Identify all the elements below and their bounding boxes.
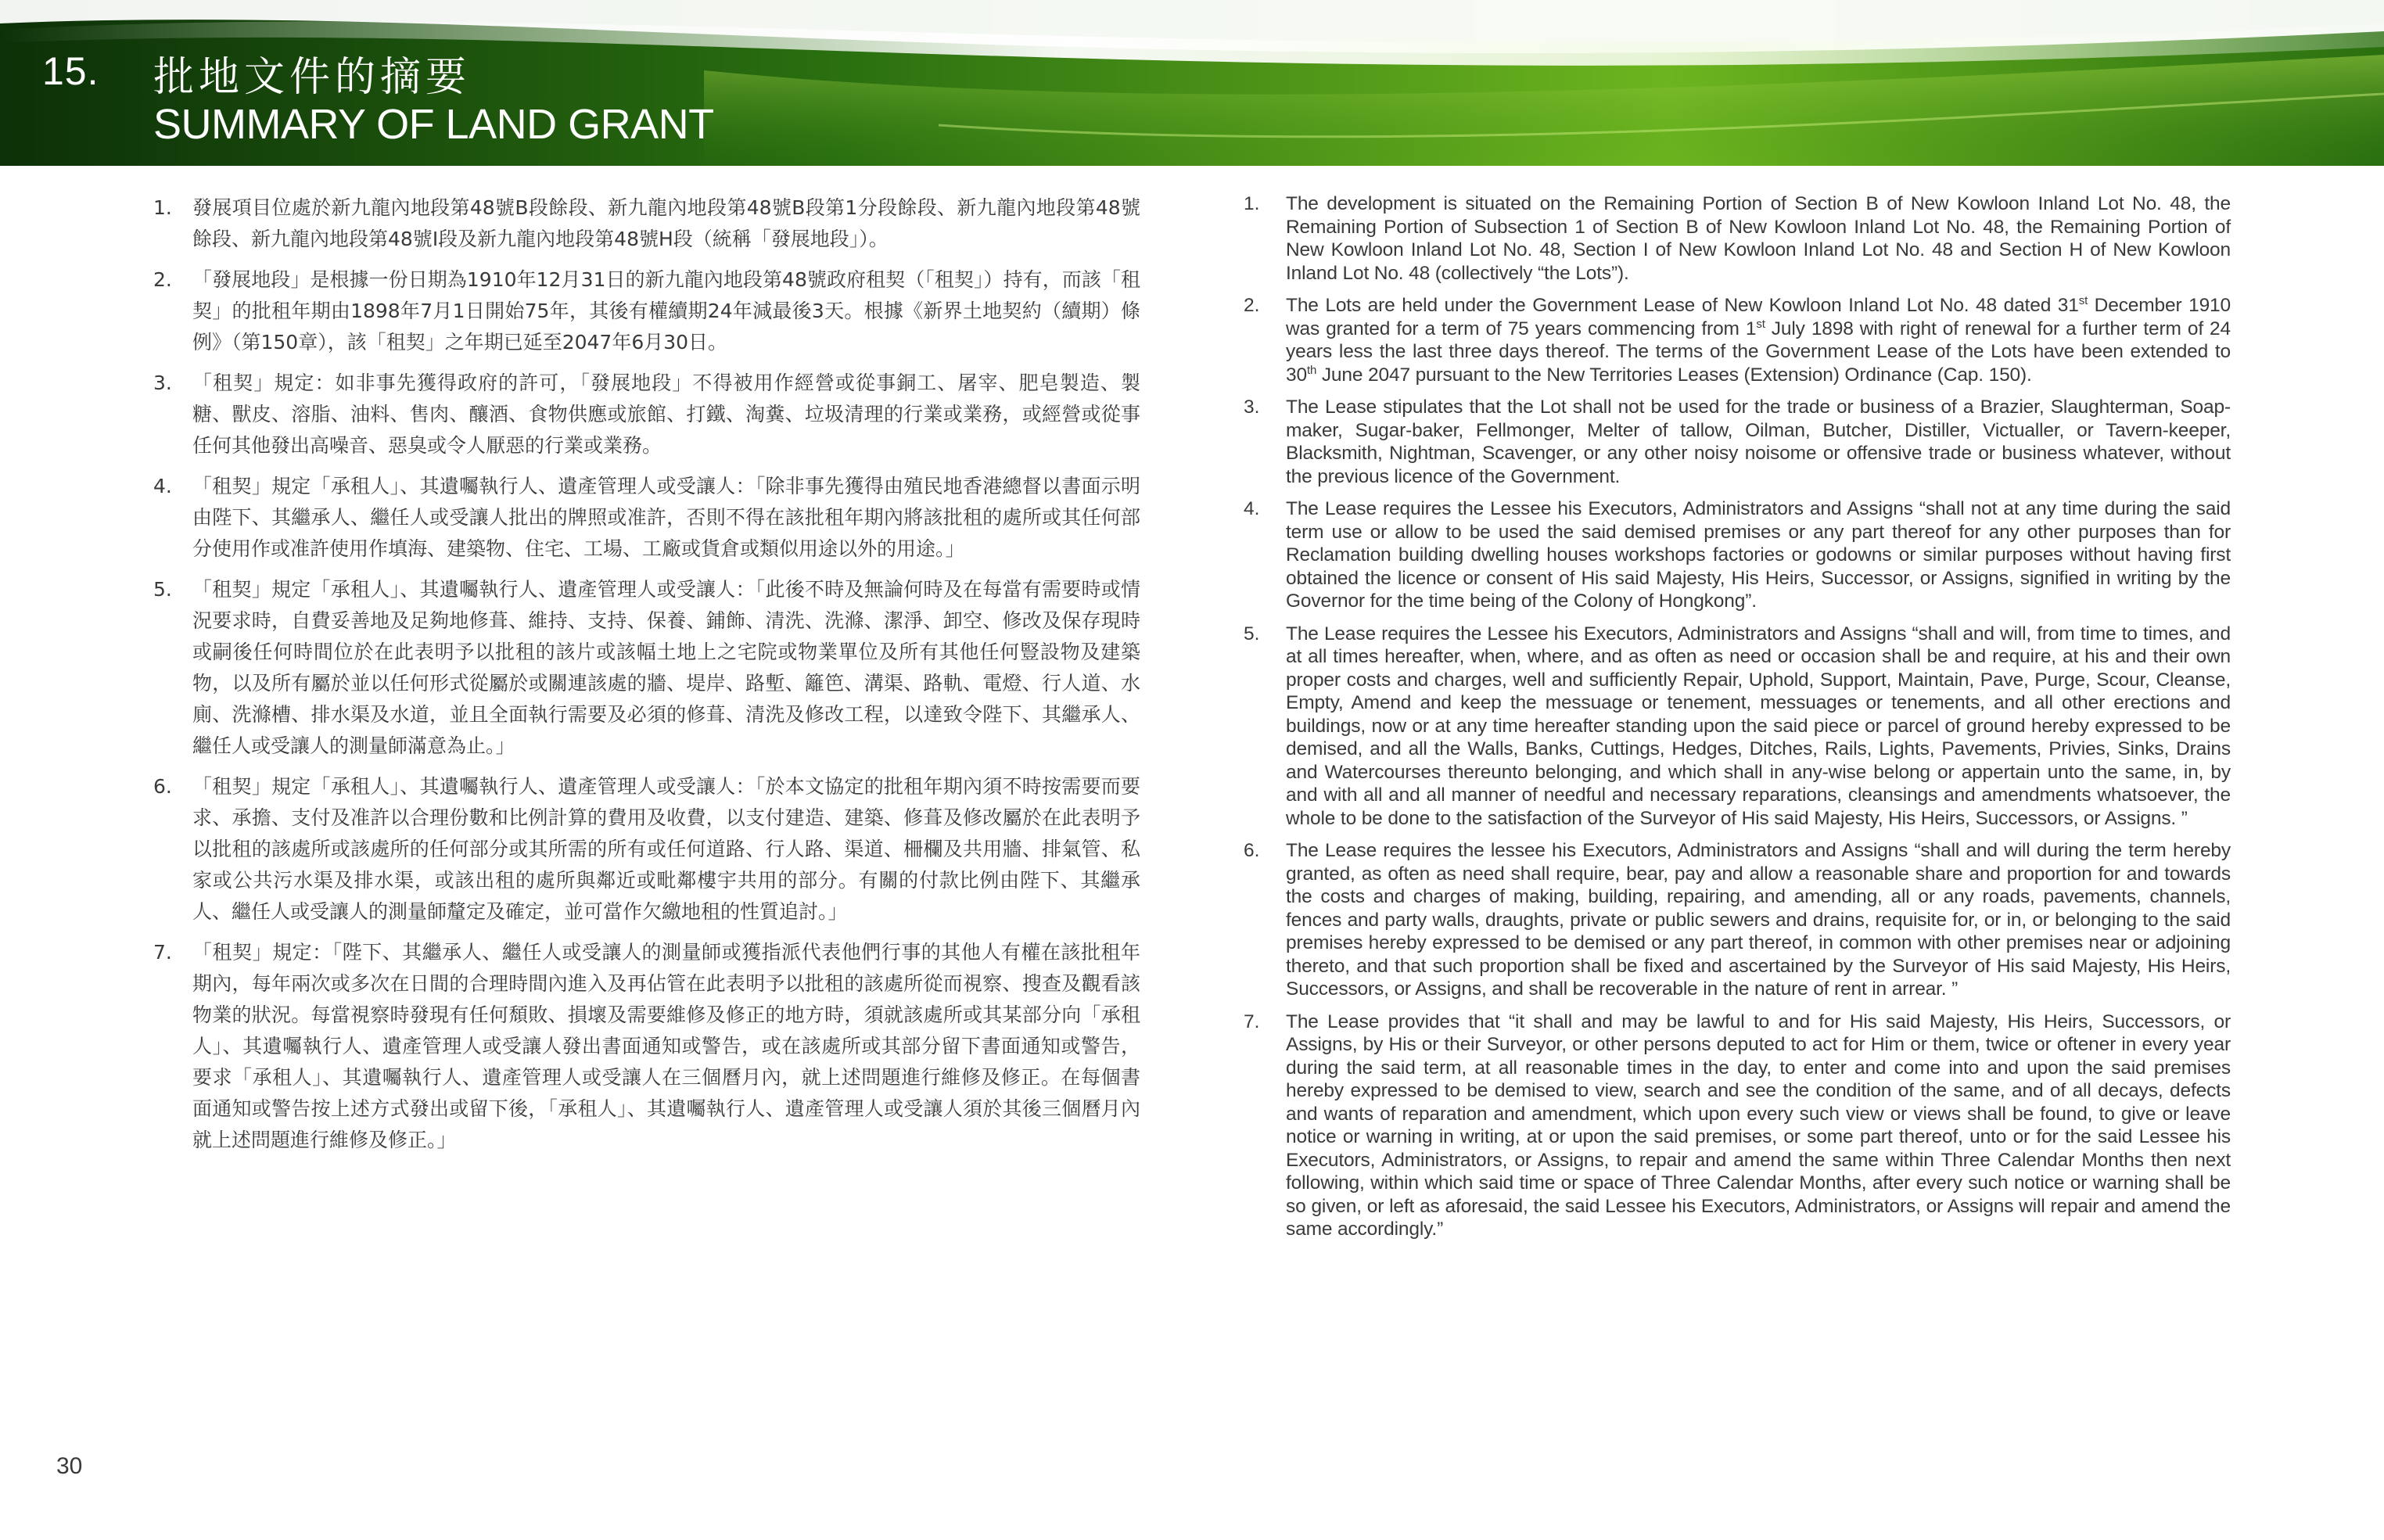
page-number: 30 <box>56 1453 83 1479</box>
zh-clause-7 <box>153 937 1140 1156</box>
ordinal-suffix: st <box>1756 317 1765 331</box>
clause-text-part: July 1898 with right of renewal for a further term of 24 years less the last three days thereof. The terms of the Government Lease of the Lots have been extended to 30 <box>1286 318 2231 386</box>
clause-text: 「租契」規定「承租人」、其遺囑執行人、遺產管理人或受讓人：「除非事先獲得由殖民地香港總督以書面示明由陛下、其繼承人、繼任人或受讓人批出的牌照或准許，否則不得在該批租年期內將該批租的處所或其任何部分使用作或准許使用作填海、建築物、住宅、工場、工廠或貨倉或類似用途以外的用途。」 <box>192 475 1140 560</box>
clause-number: 2. <box>153 268 172 291</box>
clause-text: 「租契」規定「承租人」、其遺囑執行人、遺產管理人或受讓人：「此後不時及無論何時及在每當有需要時或情況要求時，自費妥善地及足夠地修葺、維持、支持、保養、鋪飾、清洗、洗滌、潔淨、卸空、修改及保存現時或嗣後任何時間位於在此表明予以批租的該片或該幅土地上之宅院或物業單位及所有其他任何豎設物及建築物，以及所有屬於並以任何形式從屬於或關連該處的牆、堤岸、路塹、籬笆、溝渠、路軌、電燈、行人道、水廁、洗滌槽、排水渠及水道，並且全面執行需要及必須的修葺、清洗及修改工程，以達致令陛下、其繼承人、繼任人或受讓人的測量師滿意為止。」 <box>192 578 1140 757</box>
section-title-en: SUMMARY OF LAND GRANT <box>153 101 714 148</box>
clause-number: 4. <box>1244 498 1260 519</box>
en-clause-1 <box>1244 192 2231 285</box>
clause-text-part: The Lots are held under the Government Lease of New Kowloon Inland Lot No. 48 dated 31 <box>1286 295 2079 316</box>
section-number: 15. <box>42 49 99 93</box>
en-clause-5 <box>1244 623 2231 831</box>
section-title-zh: 批地文件的摘要 <box>153 54 472 101</box>
en-clause-3 <box>1244 396 2231 488</box>
clause-text: The Lease requires the Lessee his Executors, Administrators and Assigns “shall and will, from time to times, and at all times hereafter, when, where, and as often as need or occasion shall be and require, at his and their own proper costs and charges, well and sufficiently Repair, Uphold, Support, Maintain, Pave, Purge, Scour, Cleanse, Empty, Amend and keep the messuage or tenement, messuages or tenements, and all other erections and buildings, now or at any time hereafter standing upon the said piece or parcel of ground hereby expressed to be demised, and all the Walls, Banks, Cuttings, Hedges, Ditches, Rails, Lights, Pavements, Privies, Sinks, Drains and Watercourses thereunto belonging, and which shall in any-wise belong or appertain unto the same, in, by and with all and all manner of needful and necessary reparations, cleansings and amendments whatsoever, the whole to be done to the satisfaction of the Surveyor of His said Majesty, His Heirs, Successors, or Assigns. ” <box>1286 623 2231 829</box>
clause-number: 7. <box>1244 1011 1260 1032</box>
zh-clause-6 <box>153 771 1140 928</box>
clause-text: The Lease requires the Lessee his Executors, Administrators and Assigns “shall not at any time during the said term use or allow to be used the said demised premises or any part thereof for any other purposes than for Reclamation building dwelling houses workshops factories or godowns or similar purposes without having first obtained the licence or consent of His said Majesty, His Heirs, Successor, or Assigns, signified in writing by the Governor for the time being of the Colony of Hongkong”. <box>1286 498 2231 612</box>
clause-number: 1. <box>153 196 172 219</box>
clause-text: 「租契」規定：「陛下、其繼承人、繼任人或受讓人的測量師或獲指派代表他們行事的其他人有權在該批租年期內，每年兩次或多次在日間的合理時間內進入及再佔管在此表明予以批租的該處所從而視察、搜查及觀看該物業的狀況。每當視察時發現有任何頹敗、損壞及需要維修及修正的地方時，須就該處所或其某部分向「承租人」、其遺囑執行人、遺產管理人或受讓人發出書面通知或警告，或在該處所或其部分留下書面通知或警告，要求「承租人」、其遺囑執行人、遺產管理人或受讓人在三個曆月內，就上述問題進行維修及修正。在每個書面通知或警告按上述方式發出或留下後，「承租人」、其遺囑執行人、遺產管理人或受讓人須於其後三個曆月內就上述問題進行維修及修正。」 <box>192 941 1140 1151</box>
clause-number: 7. <box>153 941 172 964</box>
clause-text: The Lease requires the lessee his Executors, Administrators and Assigns “shall and will during the term hereby granted, as often as need shall require, bear, pay and allow a reasonable share and proportion for and towards the costs and charges of making, building, repairing, and amending, all or any roads, pavements, channels, fences and party walls, draughts, private or public sewers and drains, requisite for, or in, or belonging to the said premises hereby expressed to be demised or any part thereof, in common with other premises near or adjoining thereto, and that such proportion shall be fixed and ascertained by the Surveyor of His said Majesty, His Heirs, Successors, or Assigns, and shall be recoverable in the nature of rent in arrear. ” <box>1286 840 2231 1000</box>
clause-text: The Lease provides that “it shall and may be lawful to and for His said Majesty, His Heirs, Successors, or Assigns, by His or their Surveyor, or other persons deputed to act for Him or them, twice or oftener in every year during the said term, at all reasonable times in the day, to enter and come into and upon the said premises hereby expressed to be demised to view, search and see the condition of the same, and of all decays, defects and wants of reparation and amendment, which upon every such view or views shall be found, to give or leave notice or warning in writing, at or upon the said premises, or some part thereof, unto or for the said Lessee his Executors, Administrators, or Assigns, to repair and amend the same within Three Calendar Months then next following, within which said time or space of Three Calendar Months, after every such notice or warning shall be so given, or left as aforesaid, the said Lessee his Executors, Administrators, or Assigns will repair and amend the same accordingly.” <box>1286 1011 2231 1240</box>
clause-text: The development is situated on the Remaining Portion of Section B of New Kowloon Inland Lot No. 48, the Remaining Portion of Subsection 1 of Section B of New Kowloon Inland Lot No. 48, the Remaining Portion of New Kowloon Inland Lot No. 48, Section I of New Kowloon Inland Lot No. 48 and Section H of New Kowloon Inland Lot No. 48 (collectively “the Lots”). <box>1286 193 2231 284</box>
english-column <box>1244 192 2231 1251</box>
clause-number: 2. <box>1244 295 1260 316</box>
clause-text: 「租契」規定「承租人」、其遺囑執行人、遺產管理人或受讓人：「於本文協定的批租年期內須不時按需要而要求、承擔、支付及准許以合理份數和比例計算的費用及收費，以支付建造、建築、修葺及修改屬於在此表明予以批租的該處所或該處所的任何部分或其所需的所有或任何道路、行人路、渠道、柵欄及共用牆、排氣管、私家或公共污水渠及排水渠，或該出租的處所與鄰近或毗鄰樓宇共用的部分。有關的付款比例由陛下、其繼承人、繼任人或受讓人的測量師釐定及確定，並可當作欠繳地租的性質追討。」 <box>192 775 1140 923</box>
clause-number: 3. <box>1244 397 1260 418</box>
zh-clause-1 <box>153 192 1140 255</box>
ordinal-suffix: th <box>1306 363 1317 377</box>
ordinal-suffix: st <box>2078 293 2088 307</box>
clause-text: 「租契」規定：如非事先獲得政府的許可，「發展地段」不得被用作經營或從事銅工、屠宰、肥皂製造、製糖、獸皮、溶脂、油料、售肉、釀酒、食物供應或旅館、打鐵、淘糞、垃圾清理的行業或業務，或經營或從事任何其他發出高噪音、惡臭或令人厭惡的行業或業務。 <box>192 372 1140 457</box>
en-clause-4 <box>1244 497 2231 613</box>
clause-number: 6. <box>1244 840 1260 861</box>
en-clause-7 <box>1244 1011 2231 1241</box>
clause-text-part: December 1910 was granted for a term of 75 years commencing from 1 <box>1286 295 2231 339</box>
clause-number: 5. <box>153 578 172 601</box>
chinese-column <box>153 192 1140 1165</box>
clause-number: 5. <box>1244 623 1260 644</box>
zh-clause-5 <box>153 574 1140 762</box>
zh-clause-2 <box>153 264 1140 358</box>
clause-number: 3. <box>153 372 172 394</box>
clause-number: 6. <box>153 775 172 798</box>
en-clause-6 <box>1244 839 2231 1001</box>
en-clause-2 <box>1244 294 2231 386</box>
clause-text-part: June 2047 pursuant to the New Territories Leases (Extension) Ordinance (Cap. 150). <box>1316 364 2032 386</box>
clause-number: 4. <box>153 475 172 497</box>
clause-number: 1. <box>1244 193 1260 214</box>
zh-clause-3 <box>153 368 1140 461</box>
clause-text: 「發展地段」是根據一份日期為1910年12月31日的新九龍內地段第48號政府租契（「租契」）持有，而該「租契」的批租年期由1898年7月1日開始75年，其後有權續期24年減最後3天。根據《新界土地契約（續期）條例》（第150章），該「租契」之年期已延至2047年6月30日。 <box>192 268 1140 354</box>
zh-clause-4 <box>153 471 1140 565</box>
clause-text <box>1286 294 2231 386</box>
header-banner <box>0 0 2384 166</box>
clause-text: 發展項目位處於新九龍內地段第48號B段餘段、新九龍內地段第48號B段第1分段餘段、新九龍內地段第48號餘段、新九龍內地段第48號I段及新九龍內地段第48號H段（統稱「發展地段」）。 <box>192 196 1140 250</box>
clause-text: The Lease stipulates that the Lot shall not be used for the trade or business of a Brazier, Slaughterman, Soap-maker, Sugar-baker, Fellmonger, Melter of tallow, Oilman, Butcher, Distiller, Victualler, or Tavern-keeper, Blacksmith, Nightman, Scavenger, or any other noisy noisome or offensive trade or business whatever, without the previous licence of the Government. <box>1286 397 2231 487</box>
